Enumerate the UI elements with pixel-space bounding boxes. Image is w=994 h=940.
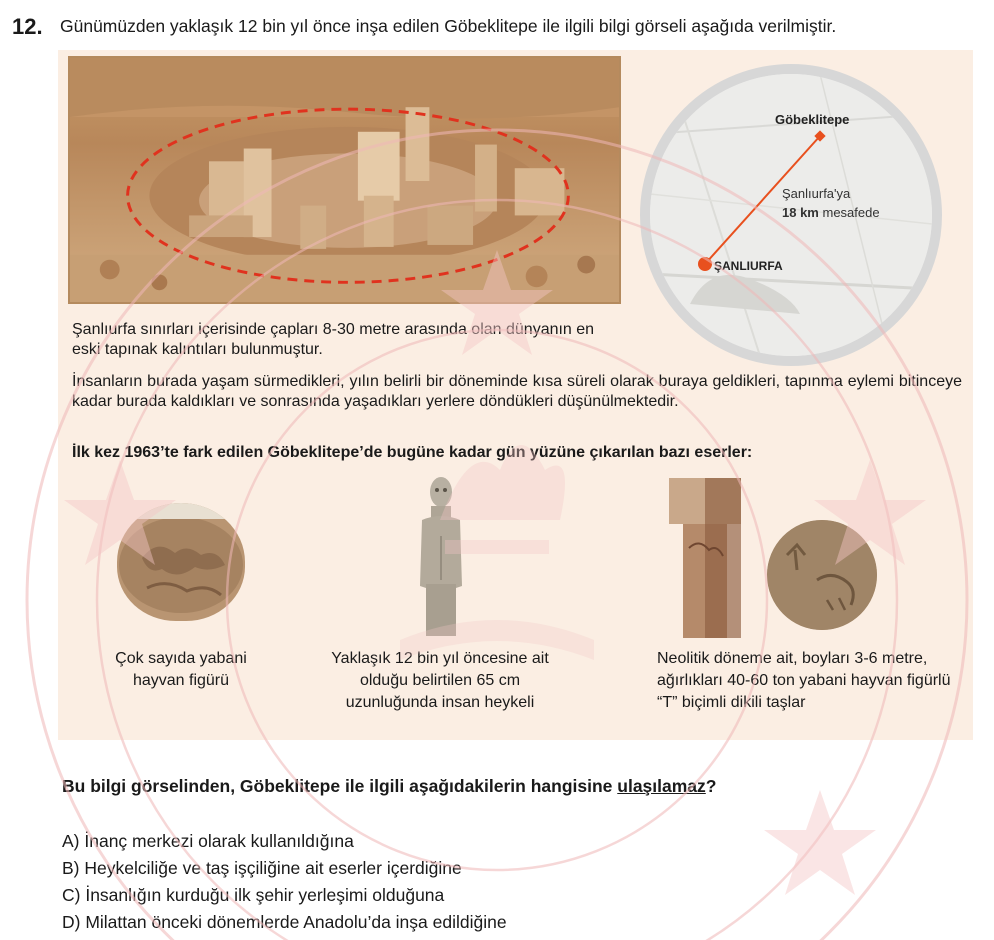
paragraph-2: İnsanların burada yaşam sürmedikleri, yılın belirli bir döneminde kısa süreli olarak buraya geldikleri, tapınma eylemi bitinceye kadar burada kaldıkları ve sonrasında yaşadıkları yerlere döndükleri düşünülmektedir. (72, 373, 962, 410)
question-prompt: Bu bilgi görselinden, Göbeklitepe ile ilgili aşağıdakilerin hangisine ulaşılamaz? (62, 776, 717, 796)
map-city-label: ŞANLIURFA (714, 259, 783, 273)
animal-relief-photo (117, 503, 245, 621)
underlined-keyword: ulaşılamaz (617, 776, 706, 796)
map-place-label: Göbeklitepe (775, 112, 850, 127)
map-distance-line2: 18 km mesafede (782, 205, 880, 220)
artifacts-heading: İlk kez 1963’te fark edilen Göbeklitepe’de bugüne kadar gün yüzüne çıkarılan bazı eserler: (72, 444, 753, 461)
caption-animal-figures: Çok sayıda yabani hayvan figürü (115, 650, 247, 689)
question-number: 12. (12, 14, 43, 39)
human-statue-photo (414, 476, 468, 636)
caption-human-statue: Yaklaşık 12 bin yıl öncesine ait olduğu belirtilen 65 cm uzunluğunda insan heykeli (331, 650, 549, 711)
excavation-photo (68, 56, 621, 304)
animal-figure-relief-photo (767, 520, 877, 630)
map-distance-line1: Şanlıurfa'ya (782, 186, 851, 201)
question-stem: Günümüzden yaklaşık 12 bin yıl önce inşa edilen Göbeklitepe ile ilgili bilgi görseli aşağıda verilmiştir. (60, 16, 837, 36)
location-map (640, 64, 942, 366)
option-a[interactable]: A) İnanç merkezi olarak kullanıldığına (62, 831, 354, 851)
paragraph-1: Şanlıurfa sınırları içerisinde çapları 8-30 metre arasında olan dünyanın en eski tapınak kalıntıları bulunmuştur. (72, 321, 595, 358)
t-pillar-photo (669, 478, 741, 638)
option-c[interactable]: C) İnsanlığın kurduğu ilk şehir yerleşimi olduğuna (62, 885, 445, 905)
caption-t-pillars: Neolitik döneme ait, boyları 3-6 metre, ağırlıkları 40-60 ton yabani hayvan figürlü “T” biçimli dikili taşlar (657, 650, 951, 711)
option-b[interactable]: B) Heykelciliğe ve taş işçiliğine ait eserler içerdiğine (62, 858, 462, 878)
option-d[interactable]: D) Milattan önceki dönemlerde Anadolu’da inşa edildiğine (62, 912, 507, 932)
answer-options (62, 828, 507, 936)
